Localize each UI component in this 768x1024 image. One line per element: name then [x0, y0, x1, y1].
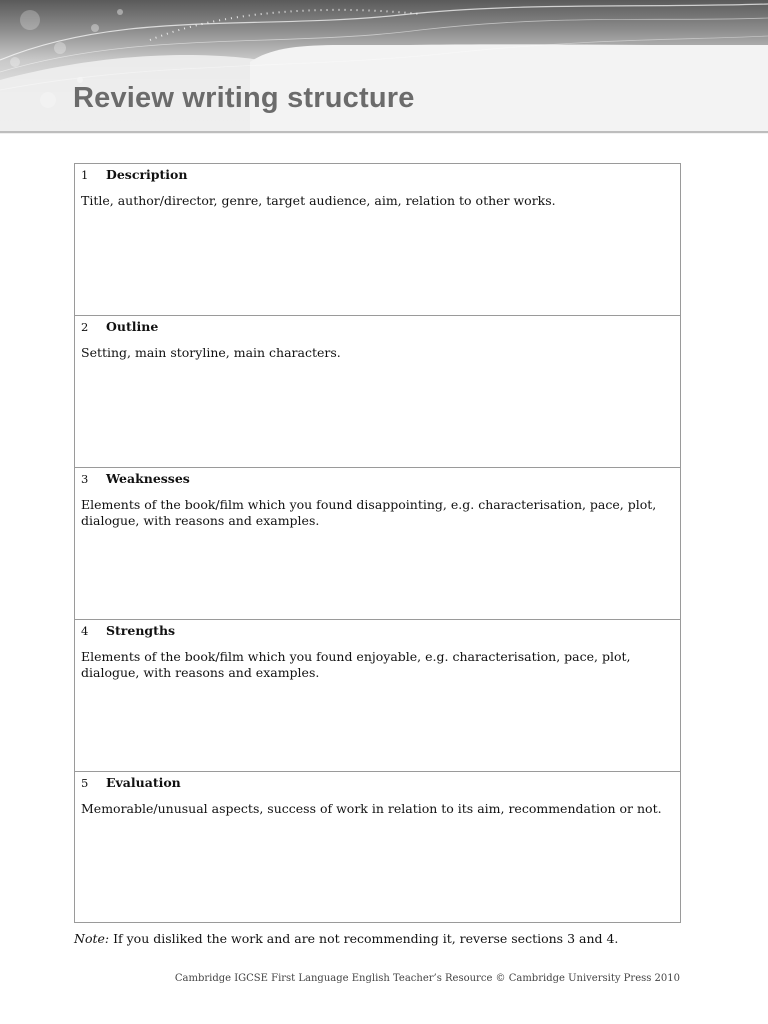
- note-text: If you disliked the work and are not recommending it, reverse sections 3 and 4.: [109, 931, 619, 946]
- section-number: 3: [81, 472, 89, 486]
- section-prompt: Elements of the book/film which you found disappointing, e.g. characterisation, pace, plot, dialogue, with reasons and examples.: [81, 497, 657, 528]
- section-prompt: Title, author/director, genre, target audience, aim, relation to other works.: [81, 193, 556, 208]
- section-prompt: Memorable/unusual aspects, success of work in relation to its aim, recommendation or not.: [81, 801, 662, 816]
- section-number: 1: [81, 168, 89, 182]
- section-number: 5: [81, 776, 89, 790]
- section-heading: [81, 775, 181, 790]
- section-evaluation: [75, 772, 680, 923]
- section-heading: [81, 623, 175, 638]
- section-heading: [81, 471, 190, 486]
- note-label: Note:: [74, 931, 110, 946]
- section-prompt: Setting, main storyline, main characters.: [81, 345, 341, 360]
- section-title: Weaknesses: [106, 471, 190, 486]
- section-title: Evaluation: [106, 775, 181, 790]
- review-structure-table: [74, 163, 681, 923]
- section-number: 2: [81, 320, 89, 334]
- section-title: Outline: [106, 319, 159, 334]
- header-banner: [0, 0, 768, 134]
- section-outline: [75, 316, 680, 468]
- page-title: Review writing structure: [73, 82, 415, 114]
- section-heading: [81, 319, 158, 334]
- section-strengths: [75, 620, 680, 772]
- section-description: [75, 164, 680, 316]
- section-number: 4: [81, 624, 89, 638]
- section-prompt: Elements of the book/film which you found enjoyable, e.g. characterisation, pace, plot, dialogue, with reasons and examples.: [81, 649, 631, 680]
- section-weaknesses: [75, 468, 680, 620]
- copyright-footer: Cambridge IGCSE First Language English Teacher’s Resource © Cambridge University Press 2010: [174, 973, 680, 984]
- note: [74, 931, 618, 946]
- section-title: Description: [106, 167, 188, 182]
- section-title: Strengths: [106, 623, 176, 638]
- section-heading: [81, 167, 187, 182]
